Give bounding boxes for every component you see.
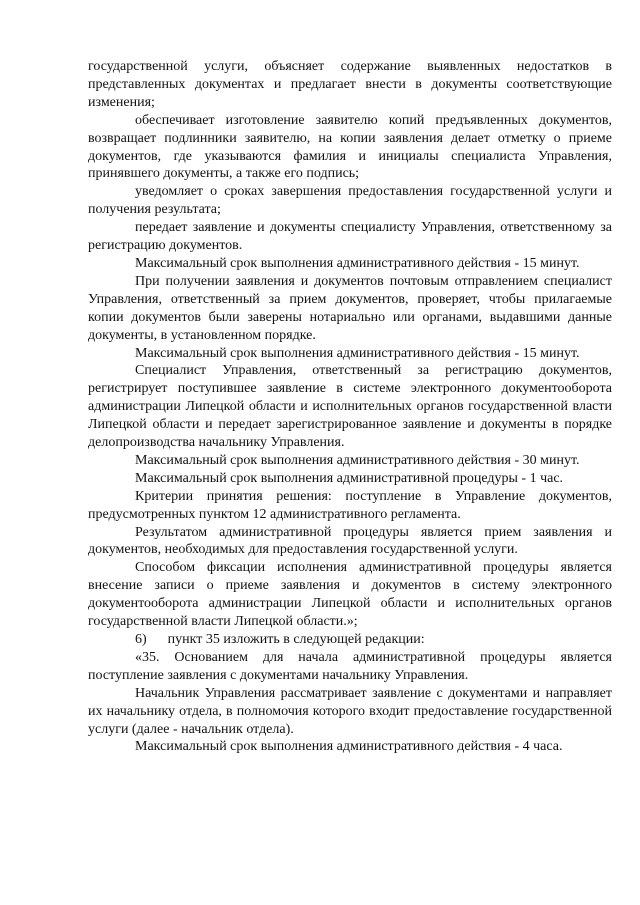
paragraph-registration: Специалист Управления, ответственный за регистрацию документов, регистрирует поступившее заявление в системе электронного документооборота администрации Липецкой области и исполнительных органов государственной власти Липецкой области и передает зарегистрированное заявление и документы в порядке делопроизводства начальнику Управления.	[88, 363, 612, 451]
paragraph-continuation: государственной услуги, объясняет содержание выявленных недостатков в представленных документах и предлагает внести в документы соответствующие изменения;	[88, 59, 612, 110]
paragraph-criteria: Критерии принятия решения: поступление в Управление документов, предусмотренных пунктом 12 административного регламента.	[88, 488, 612, 522]
paragraph-copies: обеспечивает изготовление заявителю копий предъявленных документов, возвращает подлинники заявителю, на копии заявления делает отметку о приеме документов, где указываются фамилия и инициалы специалиста Управления, принявшего документы, а также его подпись;	[88, 112, 612, 182]
paragraph-item-6: 6) пункт 35 изложить в следующей редакции:	[135, 632, 425, 647]
paragraph-max-time-2: Максимальный срок выполнения административного действия - 15 минут.	[135, 345, 580, 361]
paragraph-result: Результатом административной процедуры является прием заявления и документов, необходимых для предоставления государственной услуги.	[88, 524, 612, 558]
paragraph-postal: При получении заявления и документов почтовым отправлением специалист Управления, ответственный за прием документов, проверяет, чтобы прилагаемые копии документов были заверены нотариально или органами, выдавшими данные документы, в установленном порядке.	[88, 273, 612, 343]
paragraph-max-procedure-time: Максимальный срок выполнения административной процедуры - 1 час.	[135, 470, 564, 486]
paragraph-fixation: Способом фиксации исполнения административной процедуры является внесение записи о приеме заявления и документов в систему электронного документооборота администрации Липецкой области и исполнительных органов государственной власти Липецкой области.»;	[88, 560, 612, 630]
paragraph-max-time-3: Максимальный срок выполнения административного действия - 30 минут.	[135, 452, 580, 468]
paragraph-head-review: Начальник Управления рассматривает заявление с документами и направляет их начальнику отдела, в полномочия которого входит предоставление государственной услуги (далее - начальник отдела).	[88, 685, 612, 737]
paragraph-max-time-4: Максимальный срок выполнения административного действия - 4 часа.	[135, 739, 563, 755]
paragraph-point-35: «35. Основанием для начала административной процедуры является поступление заявления с документами начальнику Управления.	[88, 649, 612, 683]
paragraph-max-time-1: Максимальный срок выполнения административного действия - 15 минут.	[135, 255, 580, 271]
paragraph-transfer: передает заявление и документы специалисту Управления, ответственному за регистрацию документов.	[88, 220, 612, 254]
paragraph-notify: уведомляет о сроках завершения предоставления государственной услуги и получения результата;	[88, 184, 612, 218]
